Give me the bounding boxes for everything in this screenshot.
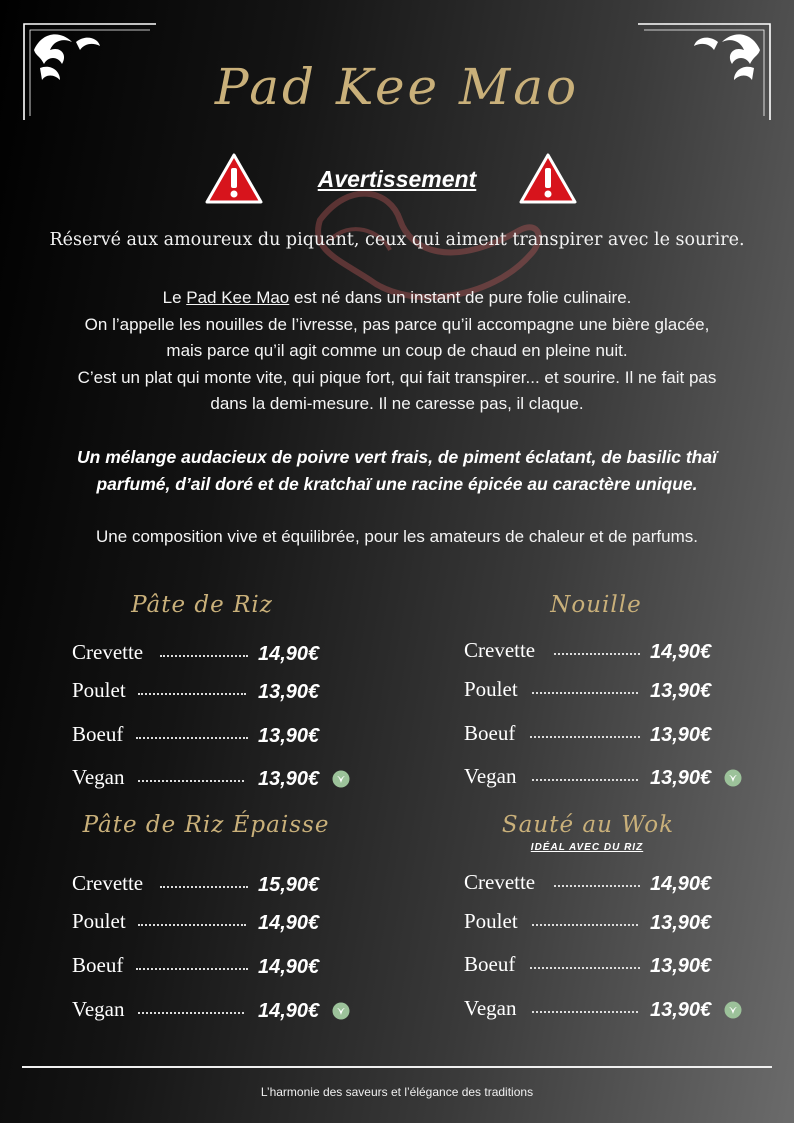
menu-item-riz-poulet bbox=[72, 678, 362, 706]
story-line-5: dans la demi-mesure. Il ne caresse pas, il claque. bbox=[210, 394, 584, 413]
vegan-leaf-icon bbox=[332, 1002, 350, 1020]
item-price: 13,90€ bbox=[258, 681, 320, 703]
menu-item-wok-poulet bbox=[464, 909, 754, 937]
highlight-line-2: parfumé, d’ail doré et de kratchaï une racine épicée au caractère unique. bbox=[96, 474, 698, 494]
vegan-leaf-icon bbox=[724, 1001, 742, 1019]
dot-leader bbox=[136, 737, 248, 739]
item-name: Crevette bbox=[464, 870, 536, 894]
item-price: 13,90€ bbox=[650, 955, 712, 977]
dot-leader bbox=[532, 1011, 638, 1013]
item-price: 13,90€ bbox=[650, 724, 712, 746]
item-price: 13,90€ bbox=[650, 912, 712, 934]
dot-leader bbox=[530, 736, 640, 738]
menu-item-nouille-poulet bbox=[464, 677, 754, 705]
menu-item-riz-vegan bbox=[72, 765, 362, 793]
story-line-1-rest: est né dans un instant de pure folie culinaire. bbox=[289, 288, 632, 307]
vegan-leaf-icon bbox=[332, 770, 350, 788]
section-title-epaisse: Pâte de Riz Épaisse bbox=[82, 812, 330, 838]
composition-text: Une composition vive et équilibrée, pour les amateurs de chaleur et de parfums. bbox=[96, 527, 698, 546]
footer-divider bbox=[22, 1066, 772, 1068]
item-name: Boeuf bbox=[72, 722, 124, 746]
dot-leader bbox=[138, 1012, 244, 1014]
section-subtitle-wok: IDÉAL AVEC DU RIZ bbox=[530, 842, 644, 853]
menu-item-riz-crevette bbox=[72, 640, 362, 668]
item-name: Boeuf bbox=[464, 721, 516, 745]
dot-leader bbox=[532, 924, 638, 926]
menu-item-epaisse-vegan bbox=[72, 997, 362, 1025]
story-line-4: C’est un plat qui monte vite, qui pique fort, qui fait transpirer... et sourire. Il ne fait pas bbox=[77, 367, 717, 387]
footer-text: L’harmonie des saveurs et l’élégance des traditions bbox=[260, 1085, 534, 1099]
warning-triangle-icon bbox=[518, 152, 578, 206]
item-name: Crevette bbox=[464, 638, 536, 662]
item-price: 14,90€ bbox=[650, 873, 712, 895]
dot-leader bbox=[160, 655, 248, 657]
menu-item-nouille-boeuf bbox=[464, 721, 754, 749]
dish-name-link[interactable]: Pad Kee Mao bbox=[186, 288, 290, 307]
menu-item-wok-crevette bbox=[464, 870, 754, 898]
item-name: Poulet bbox=[72, 678, 126, 702]
warning-title: Avertissement bbox=[317, 166, 477, 192]
dish-story bbox=[20, 285, 774, 418]
story-prefix: Le bbox=[162, 288, 187, 307]
story-line-1 bbox=[20, 285, 774, 312]
menu-item-nouille-vegan bbox=[464, 764, 754, 792]
item-price: 15,90€ bbox=[258, 874, 320, 896]
page-title: Pad Kee Mao bbox=[214, 58, 580, 116]
item-name: Vegan bbox=[72, 765, 125, 789]
dot-leader bbox=[532, 692, 638, 694]
item-name: Boeuf bbox=[72, 953, 124, 977]
highlight-line-1: Un mélange audacieux de poivre vert frais, de piment éclatant, de basilic thaï bbox=[77, 447, 717, 467]
menu-item-wok-vegan bbox=[464, 996, 754, 1024]
tagline: Réservé aux amoureux du piquant, ceux qui aiment transpirer avec le sourire. bbox=[49, 230, 745, 250]
dot-leader bbox=[554, 885, 640, 887]
warning-banner bbox=[0, 152, 794, 212]
item-name: Crevette bbox=[72, 640, 144, 664]
item-name: Crevette bbox=[72, 871, 144, 895]
story-line-2: On l’appelle les nouilles de l’ivresse, pas parce qu’il accompagne une bière glacée, bbox=[84, 314, 710, 334]
menu-item-epaisse-crevette bbox=[72, 871, 362, 899]
warning-triangle-icon bbox=[204, 152, 264, 206]
item-price: 13,90€ bbox=[650, 999, 712, 1021]
dot-leader bbox=[530, 967, 640, 969]
menu-item-epaisse-boeuf bbox=[72, 953, 362, 981]
item-price: 14,90€ bbox=[258, 1000, 320, 1022]
dot-leader bbox=[138, 780, 244, 782]
menu-item-riz-boeuf bbox=[72, 722, 362, 750]
item-price: 14,90€ bbox=[650, 641, 712, 663]
item-price: 13,90€ bbox=[650, 767, 712, 789]
item-price: 14,90€ bbox=[258, 912, 320, 934]
menu-item-nouille-crevette bbox=[464, 638, 754, 666]
section-title-nouille: Nouille bbox=[550, 592, 642, 618]
item-price: 13,90€ bbox=[258, 768, 320, 790]
menu-item-wok-boeuf bbox=[464, 952, 754, 980]
item-name: Poulet bbox=[464, 677, 518, 701]
item-price: 13,90€ bbox=[258, 725, 320, 747]
dot-leader bbox=[138, 924, 246, 926]
story-line-3: mais parce qu’il agit comme un coup de chaud en pleine nuit. bbox=[166, 341, 628, 360]
item-name: Vegan bbox=[72, 997, 125, 1021]
section-title-riz: Pâte de Riz bbox=[131, 592, 273, 618]
item-name: Boeuf bbox=[464, 952, 516, 976]
dot-leader bbox=[160, 886, 248, 888]
dot-leader bbox=[532, 779, 638, 781]
item-name: Vegan bbox=[464, 764, 517, 788]
dot-leader bbox=[138, 693, 246, 695]
vegan-leaf-icon bbox=[724, 769, 742, 787]
item-price: 14,90€ bbox=[258, 956, 320, 978]
dot-leader bbox=[554, 653, 640, 655]
dot-leader bbox=[136, 968, 248, 970]
section-title-wok: Sauté au Wok bbox=[501, 812, 675, 838]
item-name: Poulet bbox=[464, 909, 518, 933]
ingredients-highlight bbox=[20, 444, 774, 498]
menu-item-epaisse-poulet bbox=[72, 909, 362, 937]
item-price: 13,90€ bbox=[650, 680, 712, 702]
item-name: Poulet bbox=[72, 909, 126, 933]
item-name: Vegan bbox=[464, 996, 517, 1020]
item-price: 14,90€ bbox=[258, 643, 320, 665]
